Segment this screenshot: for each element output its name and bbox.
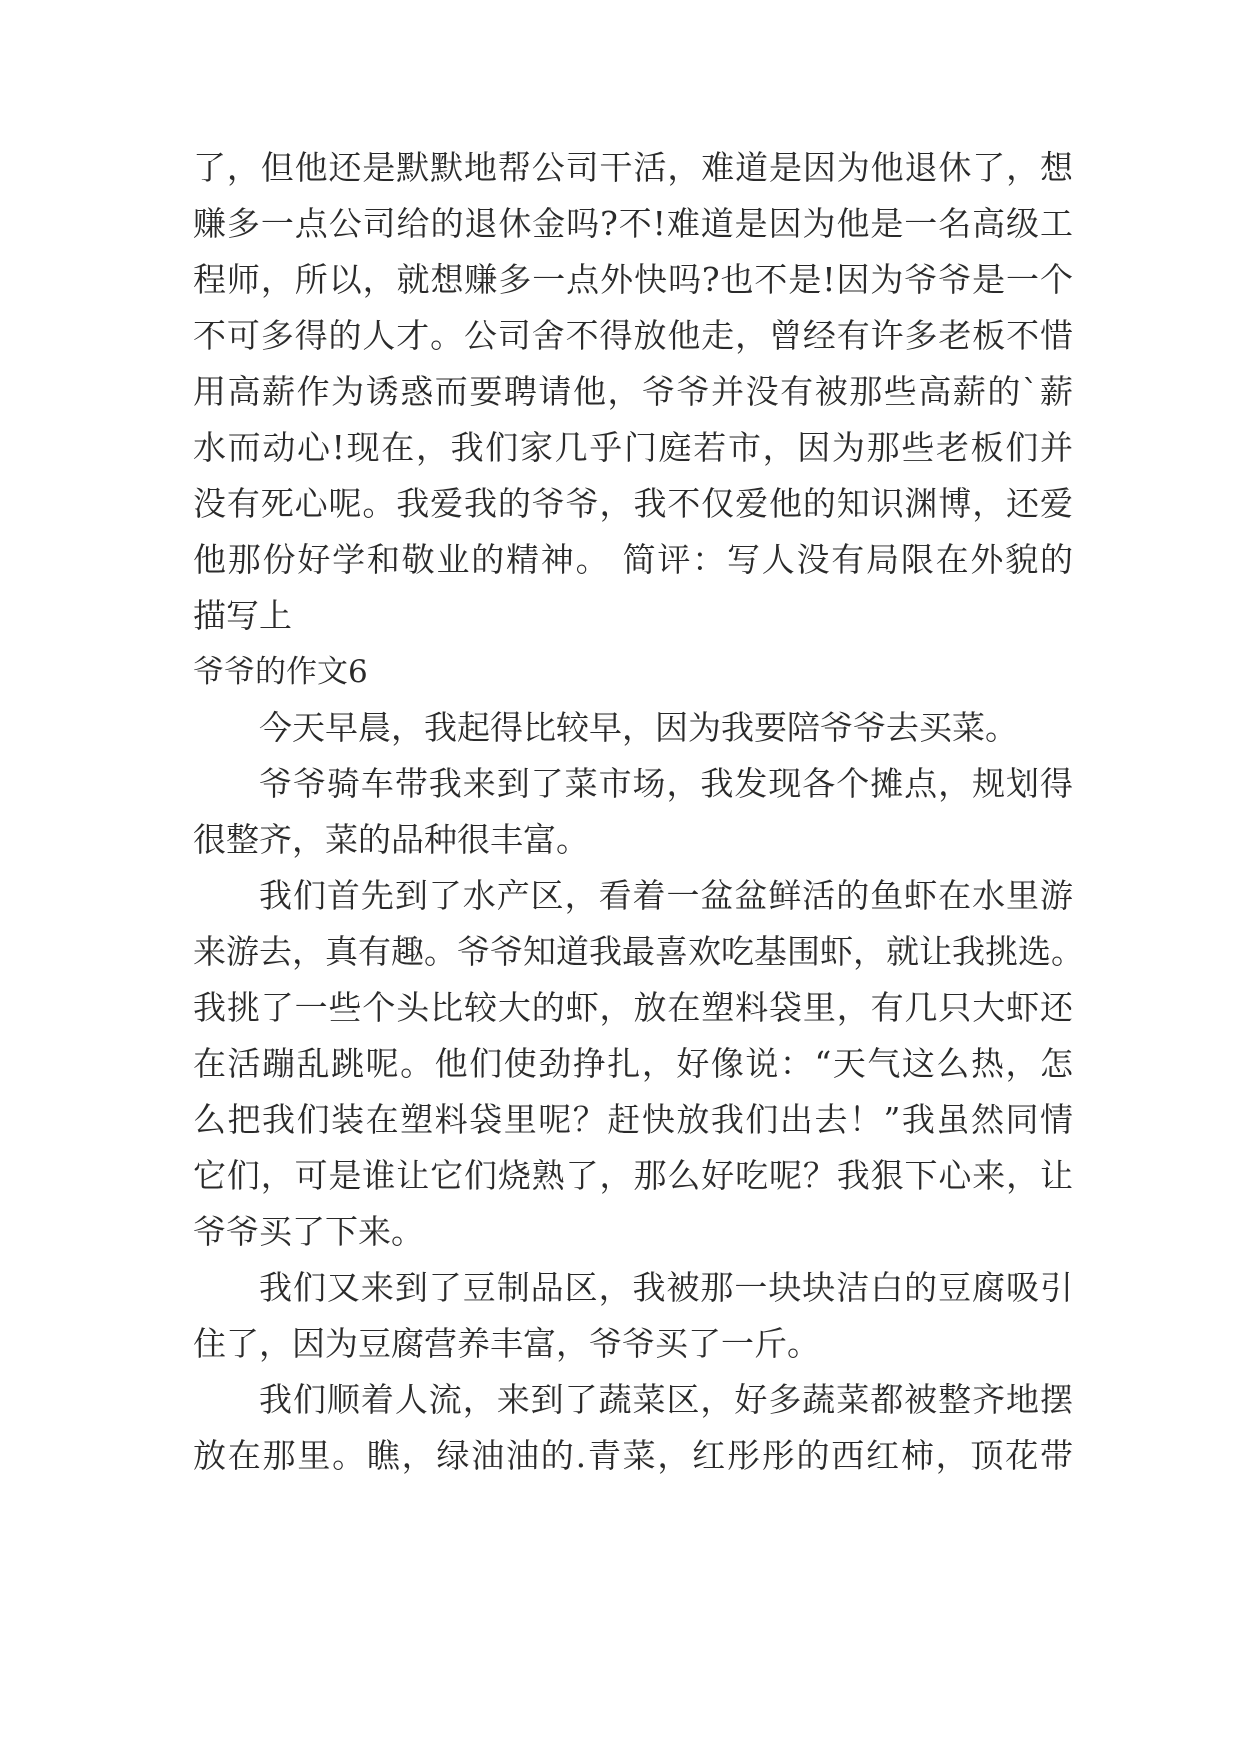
text-line: 水而动心!现在，我们家几乎门庭若市，因为那些老板们并 <box>193 428 1073 467</box>
text-line: 用高薪作为诱惑而要聘请他，爷爷并没有被那些高薪的`薪 <box>193 372 1073 411</box>
text-line: 没有死心呢。我爱我的爷爷，我不仅爱他的知识渊博，还爱 <box>193 484 1073 523</box>
text-line: 赚多一点公司给的退休金吗?不!难道是因为他是一名高级工 <box>193 204 1073 243</box>
text-line: 来游去，真有趣。爷爷知道我最喜欢吃基围虾，就让我挑选。 <box>193 932 1084 971</box>
text-line: 我挑了一些个头比较大的虾，放在塑料袋里，有几只大虾还 <box>193 988 1073 1027</box>
text-line: 住了，因为豆腐营养丰富，爷爷买了一斤。 <box>193 1324 820 1363</box>
text-line: 它们，可是谁让它们烧熟了，那么好吃呢？我狠下心来，让 <box>193 1156 1073 1195</box>
text-line: 么把我们装在塑料袋里呢？赶快放我们出去！”我虽然同情 <box>193 1100 1073 1139</box>
section-title: 爷爷的作文6 <box>193 654 368 690</box>
text-line: 了，但他还是默默地帮公司干活，难道是因为他退休了，想 <box>193 148 1073 187</box>
text-line: 我们又来到了豆制品区，我被那一块块洁白的豆腐吸引 <box>259 1268 1073 1307</box>
text-line: 今天早晨，我起得比较早，因为我要陪爷爷去买菜。 <box>259 708 1018 747</box>
text-line: 爷爷买了下来。 <box>193 1212 424 1251</box>
text-line: 我们顺着人流，来到了蔬菜区，好多蔬菜都被整齐地摆 <box>259 1380 1073 1419</box>
text-line: 我们首先到了水产区，看着一盆盆鲜活的鱼虾在水里游 <box>259 876 1073 915</box>
text-line: 他那份好学和敬业的精神。 简评：写人没有局限在外貌的 <box>193 540 1073 579</box>
text-line: 不可多得的人才。公司舍不得放他走，曾经有许多老板不惜 <box>193 316 1073 355</box>
text-line: 在活蹦乱跳呢。他们使劲挣扎，好像说：“天气这么热，怎 <box>193 1044 1073 1083</box>
text-line: 爷爷骑车带我来到了菜市场，我发现各个摊点，规划得 <box>259 764 1073 803</box>
text-line: 程师，所以，就想赚多一点外快吗?也不是!因为爷爷是一个 <box>193 260 1073 299</box>
text-line: 描写上 <box>193 596 292 635</box>
text-line: 很整齐，菜的品种很丰富。 <box>193 820 589 859</box>
text-line: 放在那里。瞧，绿油油的.青菜，红彤彤的西红柿，顶花带 <box>193 1436 1073 1475</box>
